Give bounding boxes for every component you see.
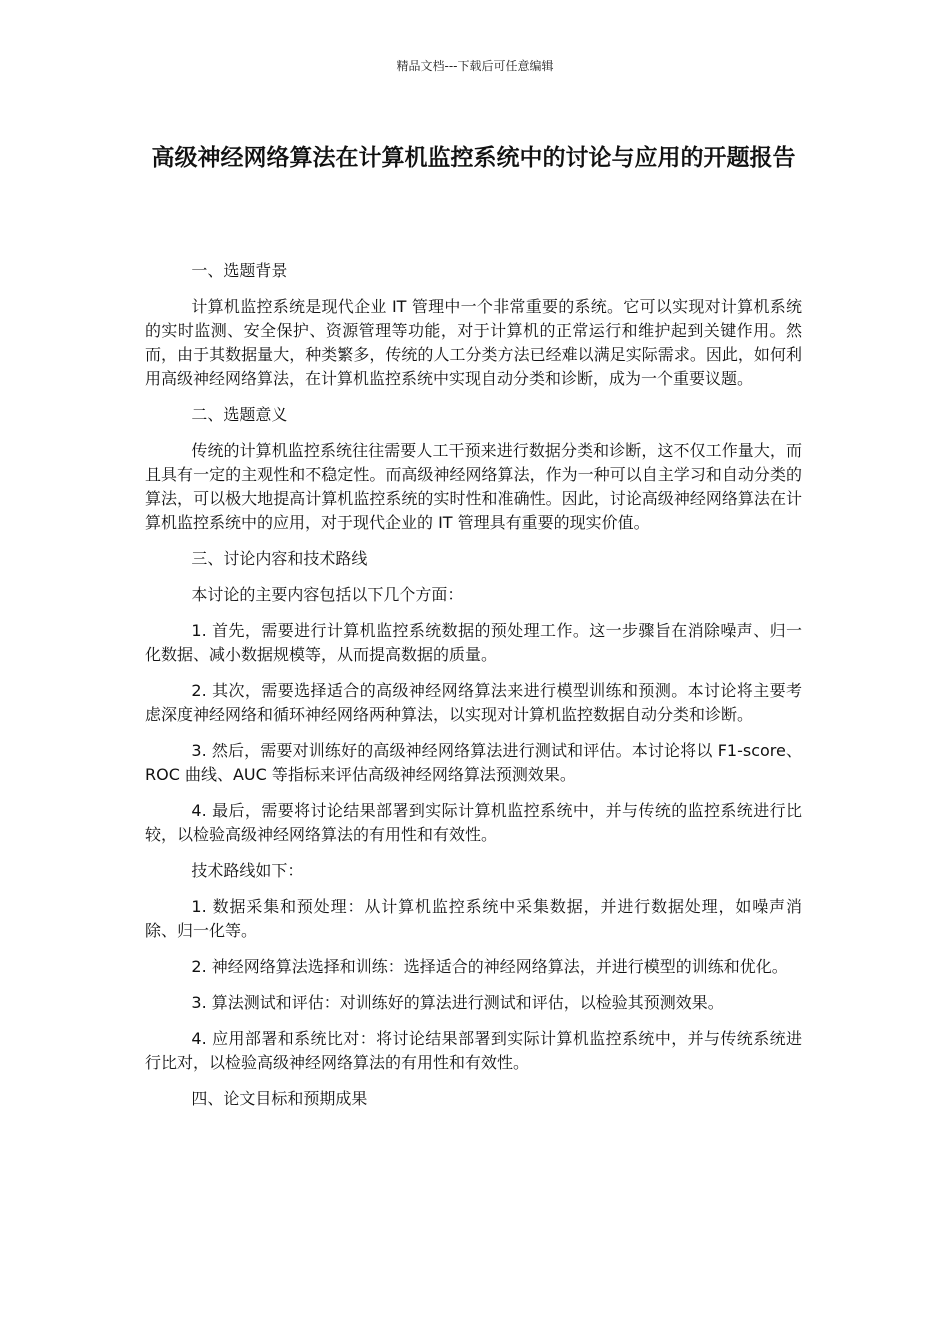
list-item: 1. 首先，需要进行计算机监控系统数据的预处理工作。这一步骤旨在消除噪声、归一化数据、减小数据规模等，从而提高数据的质量。 [145,621,802,664]
document-title: 高级神经网络算法在计算机监控系统中的讨论与应用的开题报告 [151,145,796,171]
list-item: 3. 算法测试和评估：对训练好的算法进行测试和评估，以检验其预测效果。 [191,993,724,1012]
page-header: 精品文档---下载后可任意编辑 [396,59,554,73]
list-item: 1. 数据采集和预处理：从计算机监控系统中采集数据，并进行数据处理，如噪声消除、归一化等。 [145,897,802,940]
section-heading: 四、论文目标和预期成果 [191,1089,368,1108]
list-item: 4. 最后，需要将讨论结果部署到实际计算机监控系统中，并与传统的监控系统进行比较，以检验高级神经网络算法的有用性和有效性。 [145,801,802,844]
paragraph: 传统的计算机监控系统往往需要人工干预来进行数据分类和诊断，这不仅工作量大，而且具有一定的主观性和不稳定性。而高级神经网络算法，作为一种可以自主学习和自动分类的算法，可以极大地提高计算机监控系统的实时性和准确性。因此，讨论高级神经网络算法在计算机监控系统中的应用，对于现代企业的 IT 管理具有重要的现实价值。 [145,441,802,532]
section-heading: 二、选题意义 [191,405,288,424]
list-item: 4. 应用部署和系统比对：将讨论结果部署到实际计算机监控系统中，并与传统系统进行比对，以检验高级神经网络算法的有用性和有效性。 [145,1029,802,1072]
list-item: 2. 神经网络算法选择和训练：选择适合的神经网络算法，并进行模型的训练和优化。 [191,957,788,976]
list-item: 3. 然后，需要对训练好的高级神经网络算法进行测试和评估。本讨论将以 F1-score、ROC 曲线、AUC 等指标来评估高级神经网络算法预测效果。 [145,741,802,784]
section-heading: 三、讨论内容和技术路线 [191,549,368,568]
paragraph: 本讨论的主要内容包括以下几个方面： [191,585,464,604]
list-item: 2. 其次，需要选择适合的高级神经网络算法来进行模型训练和预测。本讨论将主要考虑深度神经网络和循环神经网络两种算法，以实现对计算机监控数据自动分类和诊断。 [145,681,802,724]
section-heading: 一、选题背景 [191,261,288,280]
paragraph: 技术路线如下： [191,861,304,880]
paragraph: 计算机监控系统是现代企业 IT 管理中一个非常重要的系统。它可以实现对计算机系统的实时监测、安全保护、资源管理等功能，对于计算机的正常运行和维护起到关键作用。然而，由于其数据量大，种类繁多，传统的人工分类方法已经难以满足实际需求。因此，如何利用高级神经网络算法，在计算机监控系统中实现自动分类和诊断，成为一个重要议题。 [145,297,802,388]
document-body [145,259,802,1123]
